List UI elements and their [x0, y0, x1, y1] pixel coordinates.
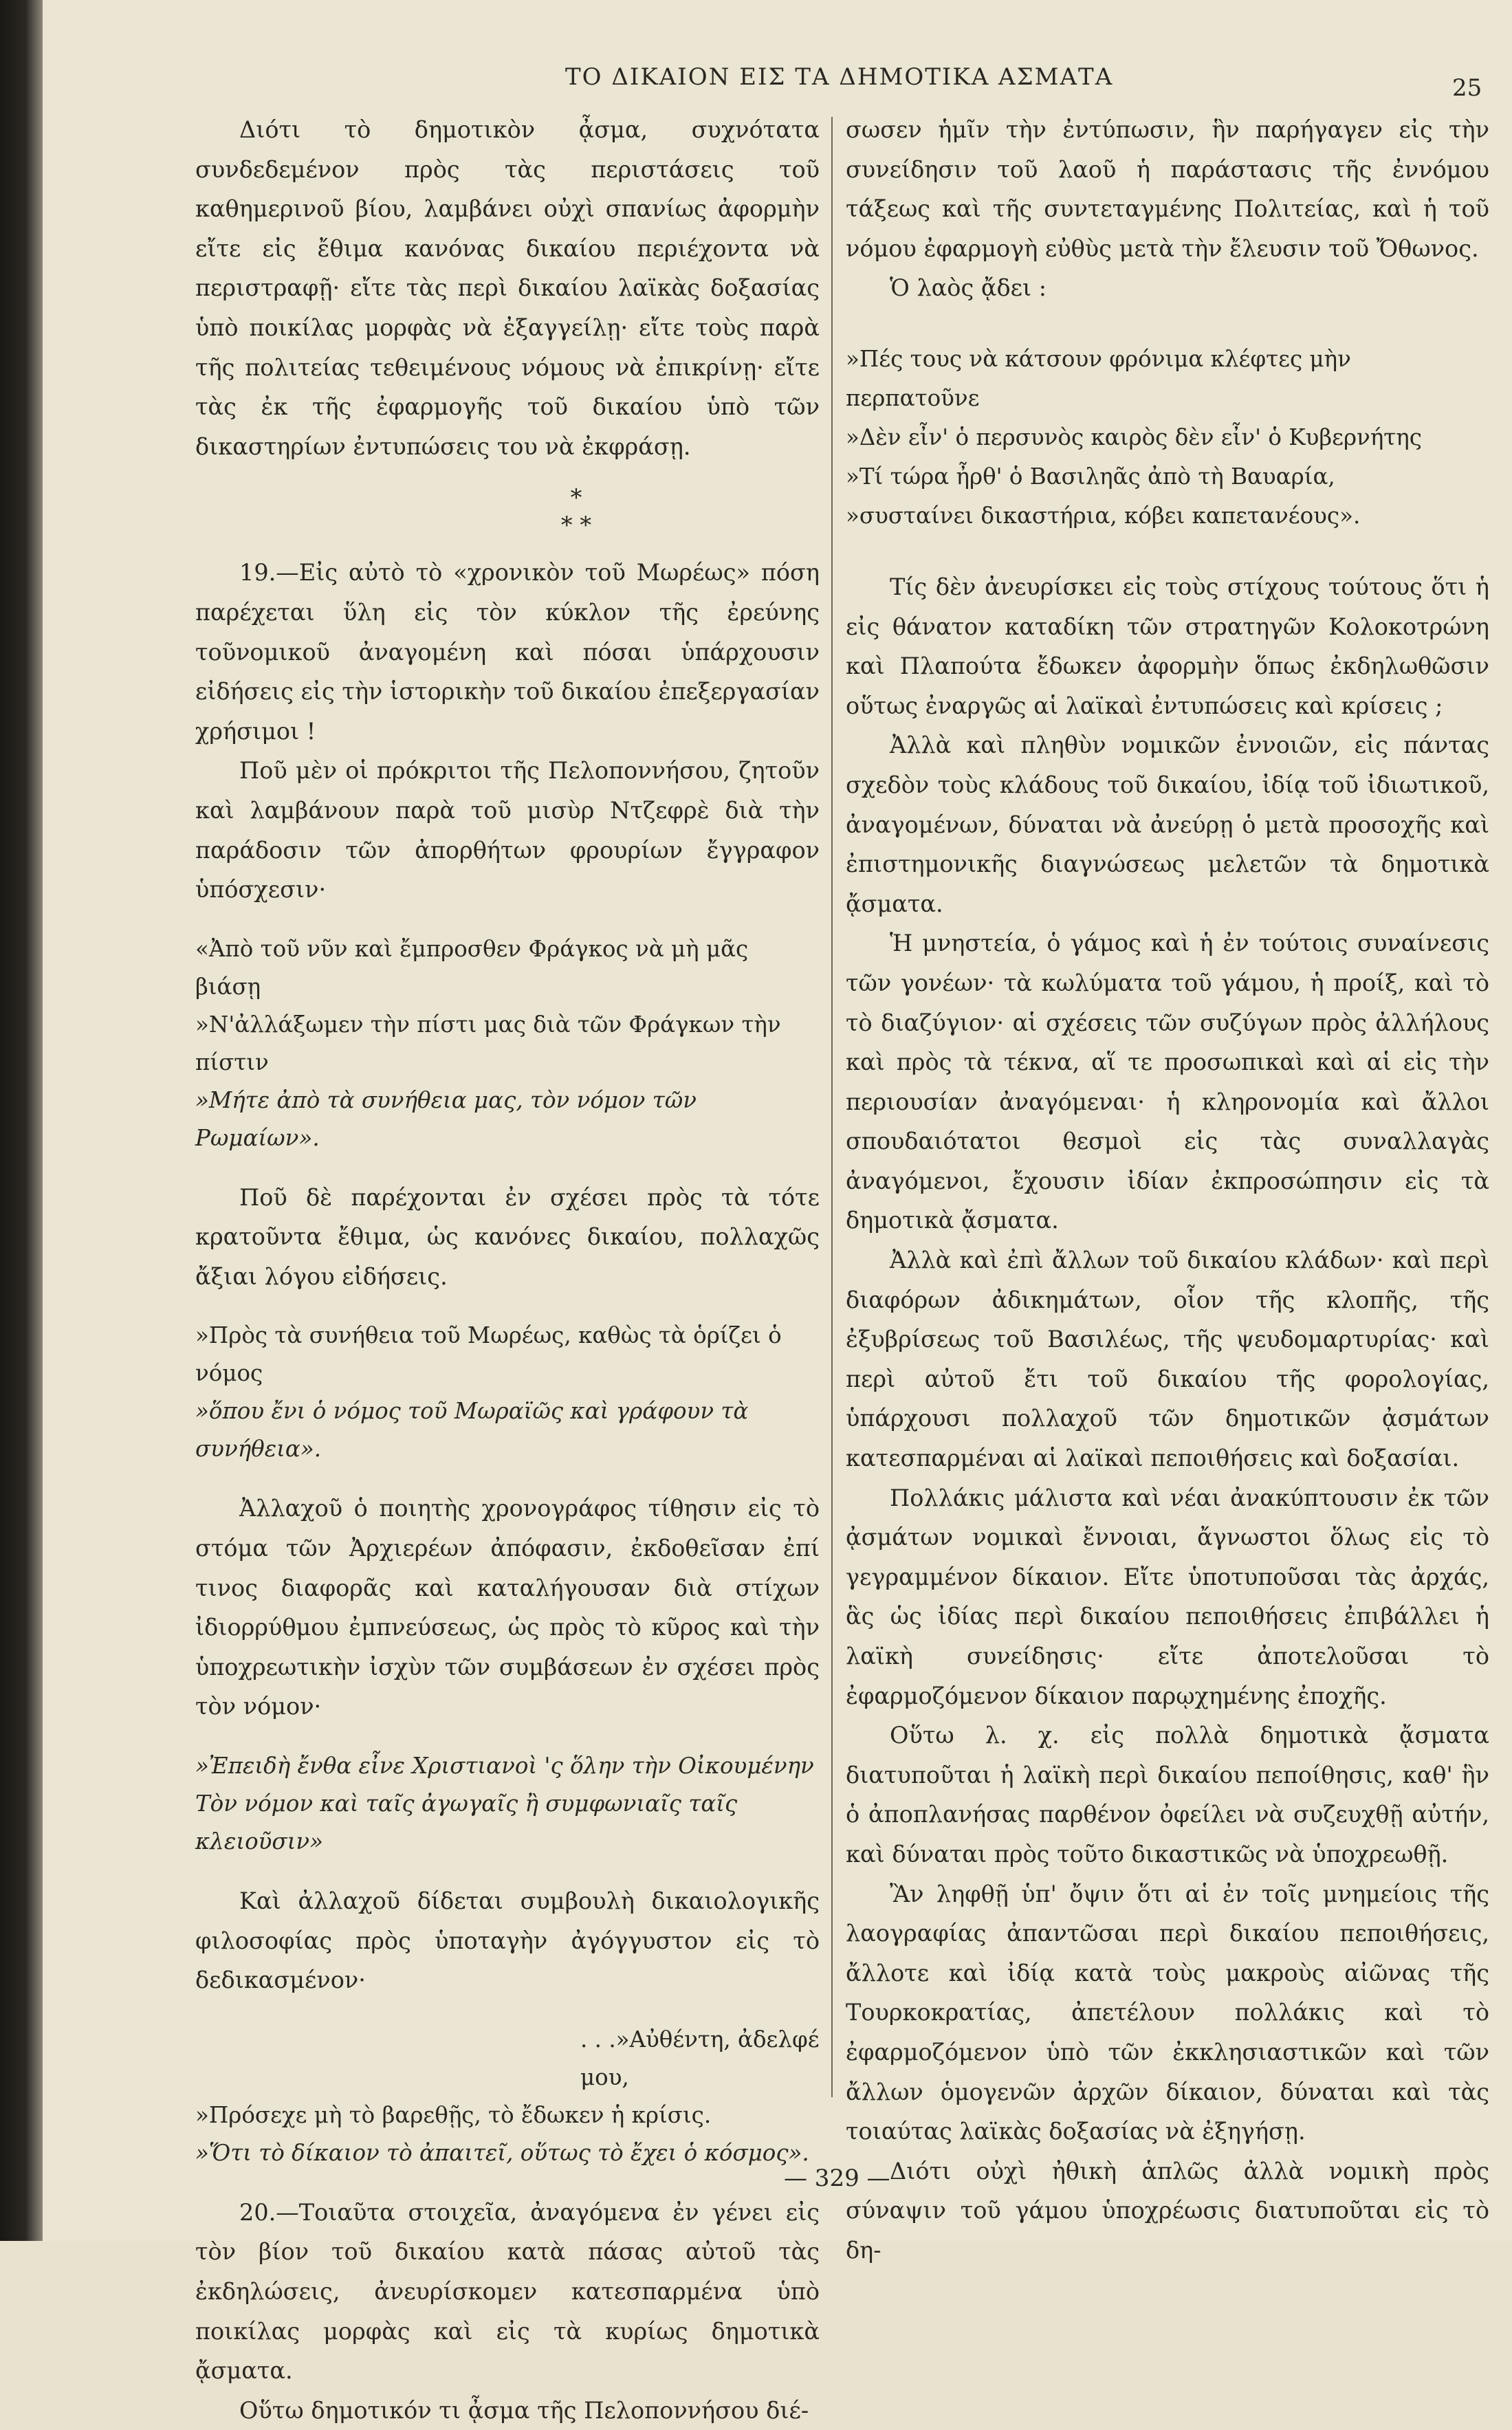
paragraph: Διότι οὐχὶ ἠθικὴ ἁπλῶς ἀλλὰ νομικὴ πρὸς σύναψιν τοῦ γάμου ὑποχρέωσις διατυποῦται εἰς τὸ δη- [846, 2157, 1489, 2264]
paragraph-section-20: 20.—Τοιαῦτα στοιχεῖα, ἀναγόμενα ἐν γένει εἰς τὸν βίον τοῦ δικαίου κατὰ πάσας αὐτοῦ τὰς ἐκδηλώσεις, ἀνευρίσκομεν κατεσπαρμένα ὑπὸ ποικίλας μορφὰς καὶ εἰς τὰ κυρίως δημοτικὰ ᾄσματα. [195, 2198, 820, 2385]
verse-line: Τὸν νόμον καὶ ταῖς ἀγωγαῖς ἢ συμφωνιαῖς ταῖς κλειοῦσιν» [195, 1791, 738, 1855]
paragraph: Πολλάκις μάλιστα καὶ νέαι ἀνακύπτουσιν ἐκ τῶν ᾀσμάτων νομικαὶ ἔννοιαι, ἄγνωστοι ὅλως εἰς τὸ γεγραμμένον δίκαιον. Εἴτε ὑποτυποῦσαι τὰς ἀρχάς, ἃς ὡς ἰδίας περὶ δικαίου πεποιθήσεις ἐπιβάλλει ἡ λαϊκὴ συνείδησις· εἴτε ἀποτελοῦσαι τὸ ἐφαρμοζόμενον δίκαιον παρῳχημένης ἐποχῆς. [846, 1484, 1489, 1709]
verse-line: . . .»Αὐθέντη, ἀδελφέ μου, [580, 2026, 820, 2090]
right-column [846, 110, 1489, 2270]
paragraph: Οὕτω λ. χ. εἰς πολλὰ δημοτικὰ ᾄσματα διατυποῦται ἡ λαϊκὴ περὶ δικαίου πεποίθησις, καθ' ἣν ὁ ἀποπλανήσας παρθένον ὀφείλει νὰ συζευχθῇ αὐτήν, καὶ δύναται πρὸς τοῦτο δικαστικῶς νὰ ὑποχρεωθῇ. [846, 1722, 1489, 1868]
paragraph: σωσεν ἡμῖν τὴν ἐντύπωσιν, ἣν παρήγαγεν εἰς τὴν συνείδησιν τοῦ λαοῦ ἡ παράστασις τῆς ἐννόμου τάξεως καὶ τῆς συντεταγμένης Πολιτείας, καὶ ἡ τοῦ νόμου ἐφαρμογὴ εὐθὺς μετὰ τὴν ἔλευσιν τοῦ Ὄθωνος. [846, 116, 1489, 262]
star-double: * * [560, 512, 592, 539]
verse-block [195, 2021, 820, 2172]
paragraph: Ἡ μνηστεία, ὁ γάμος καὶ ἡ ἐν τούτοις συναίνεσις τῶν γονέων· τὰ κωλύματα τοῦ γάμου, ἡ προίξ, καὶ τὸ τὸ διαζύγιον· αἱ σχέσεις τῶν συζύγων πρὸς ἀλλήλους καὶ πρὸς τὰ τέκνα, αἵ τε προσωπικαὶ καὶ αἱ εἰς τὴν περιουσίαν ἀναγόμεναι· ἡ κληρονομία καὶ ἄλλοι σπουδαιότατοι θεσμοὶ εἰς τὰς συναλλαγὰς ἀναγόμενοι, ἔχουσιν ἰδίαν ἐκπροσώπησιν εἰς τὰ δημοτικὰ ᾄσματα. [846, 930, 1489, 1234]
verse-line: »Μήτε ἀπὸ τὰ συνήθεια μας, τὸν νόμον τῶν Ρωμαίων». [195, 1086, 697, 1151]
paragraph: Ὁ λαὸς ᾄδει : [890, 274, 1047, 302]
section-separator [195, 484, 820, 539]
paragraph: Ἀλλαχοῦ ὁ ποιητὴς χρονογράφος τίθησιν εἰς τὸ στόμα τῶν Ἀρχιερέων ἀπόφασιν, ἐκδοθεῖσαν ἐπί τινος διαφορᾶς καὶ καταλήγουσαν διὰ στίχων ἰδιορρύθμου ἐμπνεύσεως, ὡς πρὸς τὸ κῦρος καὶ τὴν ὑποχρεωτικὴν ἰσχὺν τῶν συμβάσεων ἐν σχέσει πρὸς τὸν νόμον· [195, 1495, 820, 1720]
verse-line: »Πρόσεχε μὴ τὸ βαρεθῇς, τὸ ἔδωκεν ἡ κρίσις. [195, 2101, 712, 2128]
page-number-bottom: — 329 — [784, 2165, 890, 2192]
verse-line: »Πές τους νὰ κάτσουν φρόνιμα κλέφτες μὴν περπατοῦνε [846, 345, 1351, 411]
paragraph: Ἂν ληφθῇ ὑπ' ὄψιν ὅτι αἱ ἐν τοῖς μνημείοις τῆς λαογραφίας ἀπαντῶσαι περὶ δικαίου πεποιθήσεις, ἄλλοτε καὶ ἰδίᾳ κατὰ τοὺς μακροὺς αἰῶνας τῆς Τουρκοκρατίας, ἀπετέλουν πολλάκις καὶ τὸ ἐφαρμοζόμενον ὑπὸ τῶν ἐκκλησιαστικῶν καὶ τῶν ἄλλων ὁμογενῶν ἀρχῶν δίκαιον, δύναται καὶ τὰς τοιαύτας λαϊκὰς δοξασίας νὰ ἐξηγήσῃ. [846, 1880, 1489, 2145]
book-binding-shadow [0, 0, 43, 2241]
verse-line: «Ἀπὸ τοῦ νῦν καὶ ἔμπροσθεν Φράγκος νὰ μὴ μᾶς βιάσῃ [195, 935, 749, 1000]
running-title: ΤΟ ΔΙΚΑΙΟΝ ΕΙΣ ΤΑ ΔΗΜΟΤΙΚΑ ΑΣΜΑΤΑ [565, 63, 1114, 91]
verse-line: »συσταίνει δικαστήρια, κόβει καπετανέους». [846, 502, 1361, 529]
verse-block [195, 930, 820, 1157]
verse-line: »Ν'ἀλλάξωμεν τὴν πίστι μας διὰ τῶν Φράγκων τὴν πίστιν [195, 1011, 781, 1075]
paragraph: Ἀλλὰ καὶ πληθὺν νομικῶν ἐννοιῶν, εἰς πάντας σχεδὸν τοὺς κλάδους τοῦ δικαίου, ἰδίᾳ τοῦ ἰδιωτικοῦ, ἀναγομένων, δύναται νὰ ἀνεύρῃ ὁ μετὰ προσοχῆς καὶ ἐπιστημονικῆς διαγνώσεως μελετῶν τὰ δημοτικὰ ᾄσματα. [846, 732, 1489, 917]
verse-line: »Τί τώρα ἦρθ' ὁ Βασιληᾶς ἀπὸ τὴ Βαυαρία, [846, 463, 1335, 490]
verse-block [846, 340, 1489, 536]
verse-block [195, 1747, 820, 1861]
paragraph: Ποῦ μὲν οἱ πρόκριτοι τῆς Πελοποννήσου, ζητοῦν καὶ λαμβάνουν παρὰ τοῦ μισὺρ Ντζεφρὲ διὰ τὴν παράδοσιν τῶν ἀπορθήτων φρουρίων ἔγγραφον ὑπόσχεσιν· [195, 757, 820, 904]
column-divider [831, 117, 833, 2097]
verse-line: »Πρὸς τὰ συνήθεια τοῦ Μωρέως, καθὼς τὰ ὁρίζει ὁ νόμος [195, 1322, 782, 1387]
paragraph: Οὕτω δημοτικόν τι ᾆσμα τῆς Πελοποννήσου διέ- [239, 2396, 809, 2424]
left-column [195, 110, 820, 2430]
verse-line: »Ὅτι τὸ δίκαιον τὸ ἀπαιτεῖ, οὕτως τὸ ἔχει ὁ κόσμος». [195, 2139, 809, 2166]
page-number-top: 25 [1452, 74, 1482, 102]
paragraph: Τίς δὲν ἀνευρίσκει εἰς τοὺς στίχους τούτους ὅτι ἡ εἰς θάνατον καταδίκη τῶν στρατηγῶν Κολοκοτρώνη καὶ Πλαπούτα ἔδωκεν ἀφορμὴν ὅπως ἐκδηλωθῶσιν οὕτως ἐναργῶς αἱ λαϊκαὶ ἐντυπώσεις καὶ κρίσεις ; [846, 573, 1489, 719]
star-single: * [570, 484, 582, 512]
verse-line: »Ἐπειδὴ ἔνθα εἶνε Χριστιανοὶ 'ς ὅλην τὴν Οἰκουμένην [195, 1753, 814, 1780]
book-page [43, 0, 1512, 2424]
paragraph: Ποῦ δὲ παρέχονται ἐν σχέσει πρὸς τὰ τότε κρατοῦντα ἔθιμα, ὡς κανόνες δικαίου, πολλαχῶς ἄξιαι λόγου εἰδήσεις. [195, 1183, 820, 1290]
verse-block [195, 1317, 820, 1468]
paragraph: Καὶ ἀλλαχοῦ δίδεται συμβουλὴ δικαιολογικῆς φιλοσοφίας πρὸς ὑποταγὴν ἀγόγγυστον εἰς τὸ δεδικασμένον· [195, 1887, 820, 1994]
paragraph-section-19: 19.—Εἰς αὐτὸ τὸ «χρονικὸν τοῦ Μωρέως» πόση παρέχεται ὕλη εἰς τὸν κύκλον τῆς ἐρεύνης τοῦνομικοῦ ἀναγομένη καὶ πόσαι ὑπάρχουσιν εἰδήσεις εἰς τὴν ἱστορικὴν τοῦ δικαίου ἐπεξεργασίαν χρήσιμοι ! [195, 559, 820, 745]
paragraph: Διότι τὸ δημοτικὸν ᾆσμα, συχνότατα συνδεδεμένον πρὸς τὰς περιστάσεις τοῦ καθημερινοῦ βίου, λαμβάνει οὐχὶ σπανίως ἀφορμὴν εἴτε εἰς ἔθιμα κανόνας δικαίου περιέχοντα νὰ περιστραφῇ· εἴτε τὰς περὶ δικαίου λαϊκὰς δοξασίας ὑπὸ ποικίλας μορφὰς νὰ ἐξαγγείλῃ· εἴτε τοὺς παρὰ τῆς πολιτείας τεθειμένους νόμους νὰ ἐπικρίνῃ· εἴτε τὰς ἐκ τῆς ἐφαρμογῆς τοῦ δικαίου ὑπὸ τῶν δικαστηρίων ἐντυπώσεις του νὰ ἐκφράσῃ. [195, 116, 820, 460]
verse-line: »Δὲν εἶν' ὁ περσυνὸς καιρὸς δὲν εἶν' ὁ Κυβερνήτης [846, 424, 1422, 450]
verse-line: »ὅπου ἔνι ὁ νόμος τοῦ Μωραϊῶς καὶ γράφουν τὰ συνήθεια». [195, 1398, 749, 1463]
paragraph: Ἀλλὰ καὶ ἐπὶ ἄλλων τοῦ δικαίου κλάδων· καὶ περὶ διαφόρων ἀδικημάτων, οἷον τῆς κλοπῆς, τῆς ἐξυβρίσεως τοῦ Βασιλέως, τῆς ψευδομαρτυρίας· καὶ περὶ αὐτοῦ ἔτι τοῦ δικαίου τῆς φορολογίας, ὑπάρχουσι πολλαχοῦ τῶν δημοτικῶν ᾀσμάτων κατεσπαρμέναι αἱ λαϊκαὶ πεποιθήσεις καὶ δοξασίαι. [846, 1247, 1489, 1472]
